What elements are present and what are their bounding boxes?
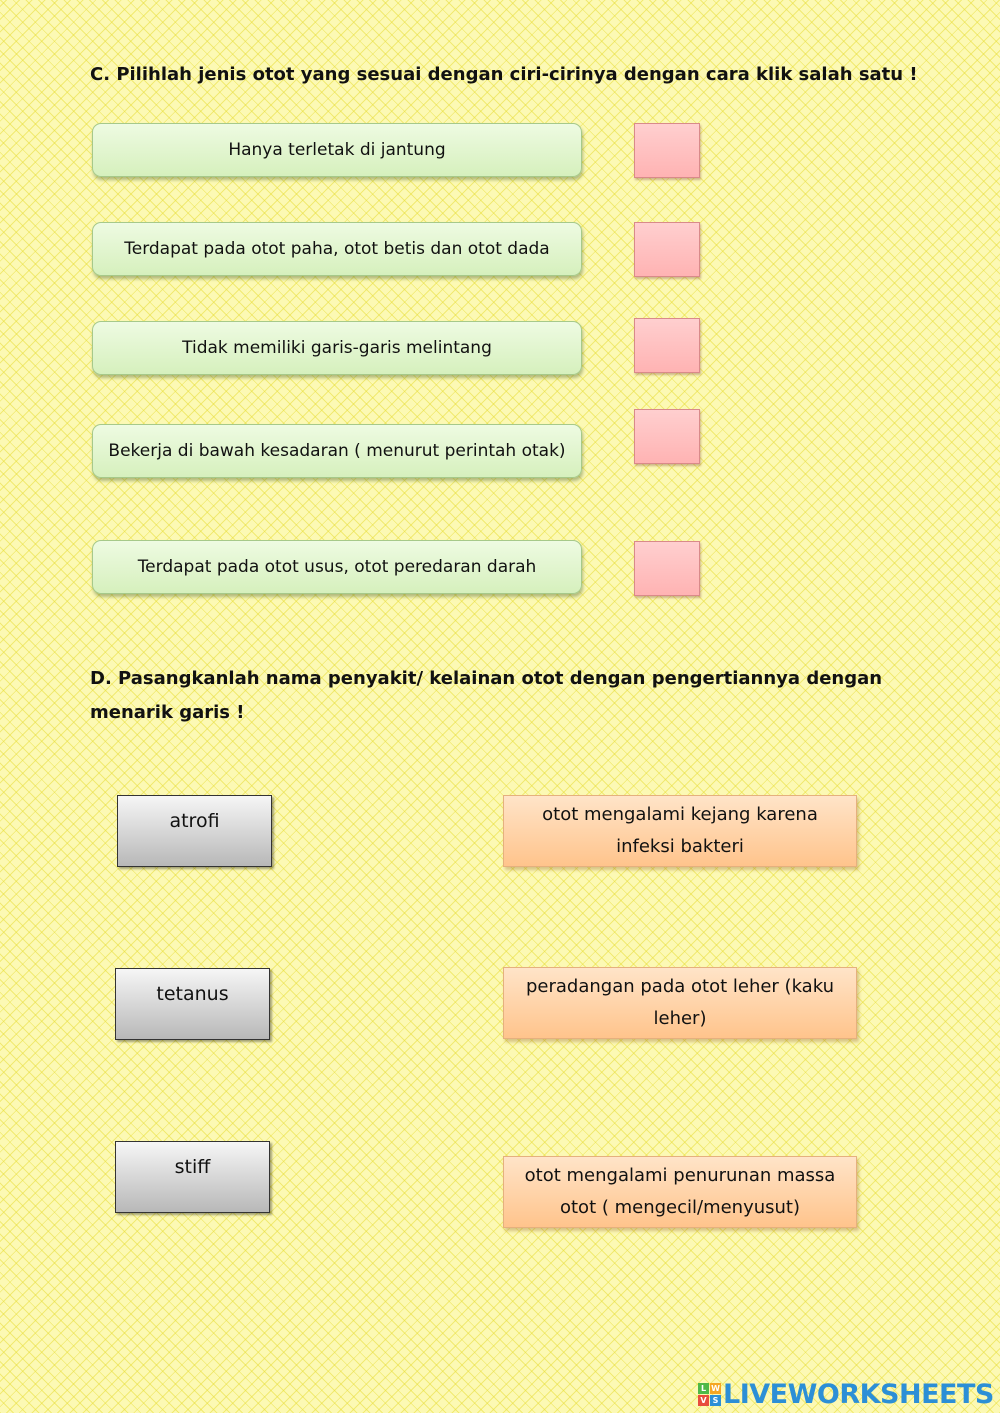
- term-atrofi[interactable]: atrofi: [117, 795, 272, 867]
- statement-3: Tidak memiliki garis-garis melintang: [92, 321, 582, 375]
- answer-box-1[interactable]: [634, 123, 700, 178]
- answer-box-2[interactable]: [634, 222, 700, 277]
- logo-icon-letter-3: V: [698, 1395, 709, 1406]
- definition-2[interactable]: peradangan pada otot leher (kaku leher): [503, 967, 857, 1039]
- liveworksheets-logo-icon: [698, 1383, 721, 1406]
- statement-4: Bekerja di bawah kesadaran ( menurut perintah otak): [92, 424, 582, 478]
- statement-5: Terdapat pada otot usus, otot peredaran darah: [92, 540, 582, 594]
- answer-box-4[interactable]: [634, 409, 700, 464]
- definition-3[interactable]: otot mengalami penurunan massa otot ( mengecil/menyusut): [503, 1156, 857, 1228]
- statement-1: Hanya terletak di jantung: [92, 123, 582, 177]
- answer-box-3[interactable]: [634, 318, 700, 373]
- logo-icon-letter-2: W: [711, 1383, 720, 1393]
- statement-2: Terdapat pada otot paha, otot betis dan otot dada: [92, 222, 582, 276]
- term-tetanus[interactable]: tetanus: [115, 968, 270, 1040]
- section-d-instruction: D. Pasangkanlah nama penyakit/ kelainan otot dengan pengertiannya dengan menarik garis !: [90, 668, 883, 723]
- term-stiff[interactable]: stiff: [115, 1141, 270, 1213]
- logo-icon-letter-1: L: [698, 1383, 709, 1394]
- liveworksheets-logo: [698, 1378, 994, 1410]
- section-c-instruction: C. Pilihlah jenis otot yang sesuai dengan ciri-cirinya dengan cara klik salah satu !: [90, 64, 918, 85]
- answer-box-5[interactable]: [634, 541, 700, 596]
- definition-1[interactable]: otot mengalami kejang karena infeksi bakteri: [503, 795, 857, 867]
- logo-text: LIVEWORKSHEETS: [723, 1378, 994, 1410]
- logo-icon-letter-4: S: [710, 1395, 721, 1406]
